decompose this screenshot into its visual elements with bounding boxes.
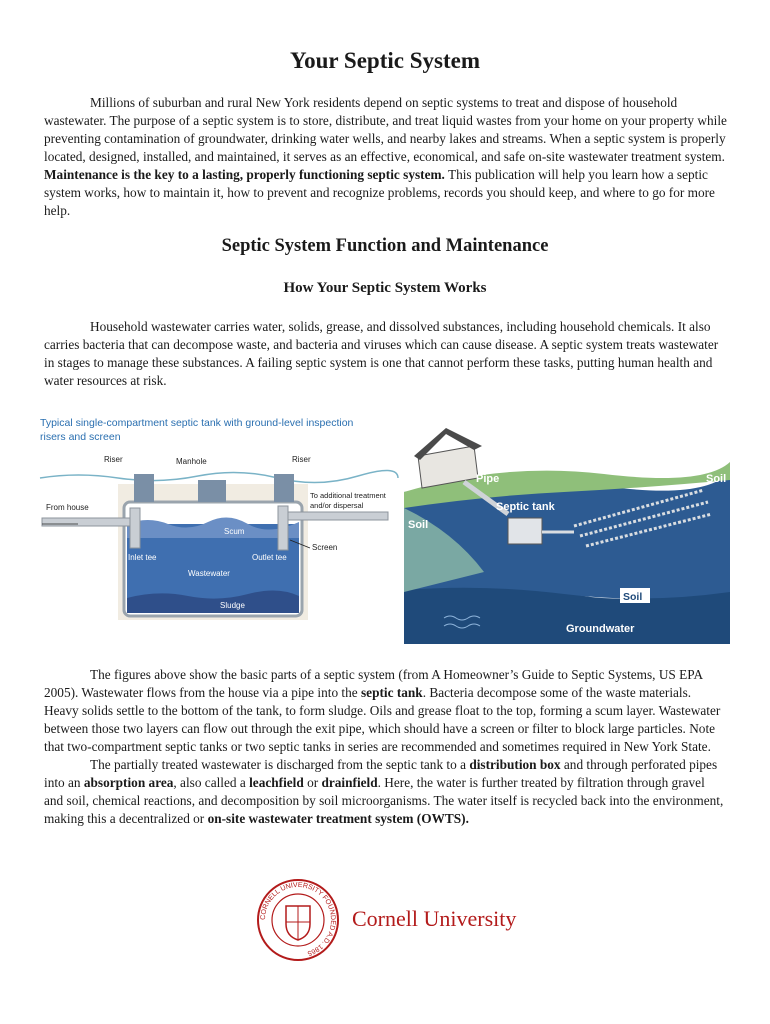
drainfield-term: drainfield <box>321 775 378 790</box>
soil-left-label: Soil <box>408 519 429 531</box>
septic-system-diagram <box>404 422 730 644</box>
wastewater-text: Household wastewater carries water, solids, grease, and dissolved substances, including household chemicals. It also carries bacteria that can decompose waste, and bacteria and viruses which can cause disease. A septic system treats wastewater in stages to manage these substances. A failing septic system is one that cannot perform these tasks, putting human health and water resources at risk. <box>44 319 719 388</box>
wastewater-label: Wastewater <box>188 569 230 578</box>
owts-term: on-site wastewater treatment system (OWTS) <box>207 811 466 826</box>
septic-tank-term: septic tank <box>361 685 423 700</box>
drainfield-text-e: . Here, the water is further treated by filtration through gravel and soil, chemical reactions, and decomposition by soil microorganisms. The water itself is recycled back into the environment, making this a decentralized or <box>44 775 724 826</box>
cornell-seal-logo <box>256 878 340 962</box>
intro-text-b: This publication will help you learn how a septic system works, how to maintain it, how to prevent and recognize problems, records you should keep, and where to go for more help. <box>44 167 715 218</box>
tank-caption-line-2: risers and screen <box>40 431 121 443</box>
drainfield-text-b: and through perforated pipes into an <box>44 757 718 790</box>
distribution-box-term: distribution box <box>469 757 561 772</box>
leachfield-term: leachfield <box>249 775 304 790</box>
drainfield-text-a: The partially treated wastewater is discharged from the septic tank to a <box>90 757 470 772</box>
wastewater-paragraph <box>44 318 727 390</box>
outlet-tee <box>278 506 288 550</box>
pipe-label: Pipe <box>476 473 500 485</box>
septic-tank-diagram <box>38 412 400 622</box>
right-riser-label: Riser <box>292 455 311 464</box>
outlet-tee-label: Outlet tee <box>252 553 287 562</box>
septic-tank-box <box>508 518 542 544</box>
cornell-wordmark: Cornell University <box>352 906 517 931</box>
scum-label: Scum <box>224 527 245 536</box>
septic-tank-label: Septic tank <box>496 501 555 513</box>
inlet-pipe <box>42 518 138 526</box>
intro-paragraph <box>44 94 727 220</box>
page-title: Your Septic System <box>290 48 480 73</box>
manhole <box>198 480 226 502</box>
sludge-label: Sludge <box>220 601 245 610</box>
inlet-tee-label: Inlet tee <box>128 553 157 562</box>
right-riser <box>274 474 294 502</box>
drainfield-label: Drainfield <box>620 465 671 477</box>
owts-period: . <box>465 811 469 826</box>
to-treatment-label-1: To additional treatment <box>310 491 386 500</box>
manhole-label: Manhole <box>176 457 207 466</box>
soil-top-label: Soil <box>706 473 727 485</box>
soil-bottom-label: Soil <box>623 591 643 603</box>
seal-ring-text: CORNELL UNIVERSITY FOUNDED A.D. 1865 <box>259 881 337 957</box>
inlet-tee <box>130 508 140 548</box>
screen-label: Screen <box>312 543 338 552</box>
intro-emphasis: Maintenance is the key to a lasting, properly functioning septic system. <box>44 167 445 182</box>
drainfield-text-c: , also called a <box>173 775 250 790</box>
groundwater-label: Groundwater <box>566 623 635 635</box>
from-house-label: From house <box>46 503 89 512</box>
tank-text-a: The figures above show the basic parts of a septic system (from A Homeowner’s Guide to Septic Systems, US EPA 2005). Wastewater flows from the house via a pipe into the <box>44 667 703 700</box>
tank-explanation-paragraph <box>44 666 727 828</box>
intro-text-a: Millions of suburban and rural New York residents depend on septic systems to treat and dispose of household wastewater. The purpose of a septic system is to store, distribute, and treat liquid wastes from your home on your property while preventing contamination of groundwater, drinking water wells, and nearby lakes and streams. When a septic system is properly located, designed, installed, and maintained, it serves as an effective, economical, and safe on-site wastewater treatment system. <box>44 95 727 164</box>
absorption-area-term: absorption area <box>83 775 174 790</box>
outlet-pipe <box>288 512 388 520</box>
to-treatment-label-2: and/or dispersal <box>310 501 364 510</box>
section-subheading: How Your Septic System Works <box>283 280 487 296</box>
tank-caption-line-1: Typical single-compartment septic tank with ground-level inspection <box>40 417 354 429</box>
left-riser-label: Riser <box>104 455 123 464</box>
left-riser <box>134 474 154 502</box>
section-heading: Septic System Function and Maintenance <box>221 236 549 256</box>
tank-text-b: . Bacteria decompose some of the waste materials. Heavy solids settle to the bottom of the tank, to form sludge. Oils and grease float to the top, forming a scum layer. Wastewater between those two layers can flow out through the exit pipe, which should have a screen or filter to block large particles. Note that two-compartment septic tanks or two septic tanks in series are recommended and sometimes required in New York State. <box>44 685 721 754</box>
drainfield-text-d: or <box>303 775 322 790</box>
